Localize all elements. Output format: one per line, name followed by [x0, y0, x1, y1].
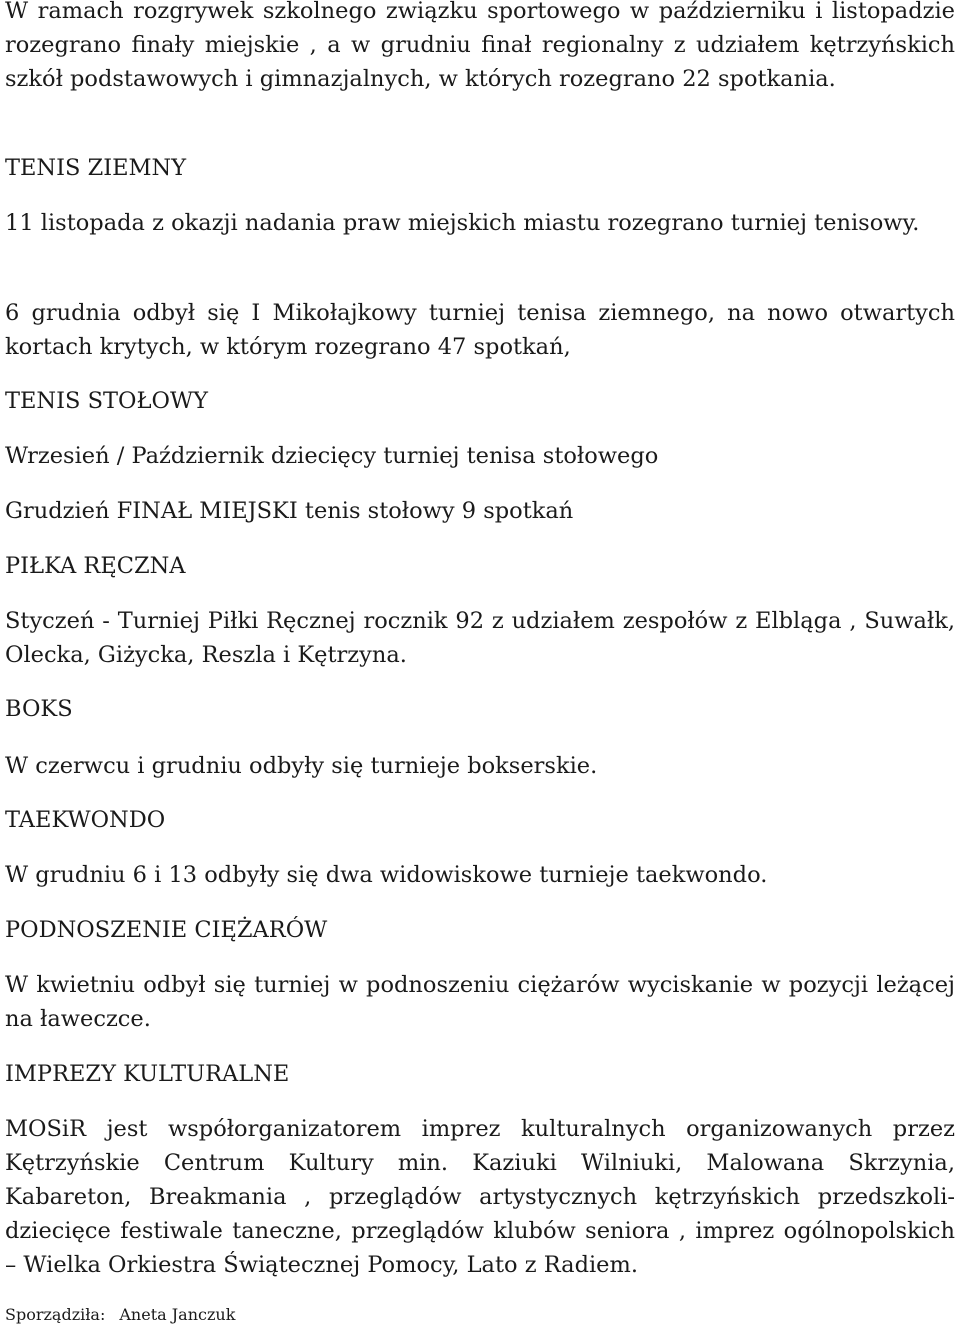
paragraph-tenis-stolowy-1: Wrzesień / Październik dziecięcy turniej tenisa stołowego — [5, 443, 659, 469]
footer-author-name: Aneta Janczuk — [119, 1305, 236, 1324]
author-footer — [5, 1303, 235, 1327]
paragraph-pilka-reczna: Styczeń - Turniej Piłki Ręcznej rocznik 92 z udziałem zespołów z Elbląga , Suwałk, Olecka, Giżycka, Reszla i Kętrzyna. — [5, 608, 955, 668]
heading-boks: BOKS — [5, 696, 73, 722]
paragraph-taekwondo: W grudniu 6 i 13 odbyły się dwa widowiskowe turnieje taekwondo. — [5, 862, 768, 888]
footer-label: Sporządziła: — [5, 1305, 106, 1324]
heading-tenis-stolowy: TENIS STOŁOWY — [5, 388, 208, 414]
heading-taekwondo: TAEKWONDO — [5, 807, 166, 833]
paragraph-boks: W czerwcu i grudniu odbyły się turnieje bokserskie. — [5, 753, 598, 779]
heading-pilka-reczna: PIŁKA RĘCZNA — [5, 553, 186, 579]
paragraph-podnoszenie-ciezarow: W kwietniu odbył się turniej w podnoszeniu ciężarów wyciskanie w pozycji leżącej na ławeczce. — [5, 972, 955, 1032]
heading-imprezy-kulturalne: IMPREZY KULTURALNE — [5, 1061, 290, 1087]
paragraph-tenis-ziemny-1: 11 listopada z okazji nadania praw miejskich miastu rozegrano turniej tenisowy. — [5, 210, 920, 236]
paragraph-tenis-stolowy-2: Grudzień FINAŁ MIEJSKI tenis stołowy 9 spotkań — [5, 498, 574, 524]
paragraph-imprezy-kulturalne: MOSiR jest współorganizatorem imprez kulturalnych organizowanych przez Kętrzyńskie Centrum Kultury min. Kaziuki Wilniuki, Malowana Skrzynia, Kabareton, Breakmania , przeglądów artystycznych kętrzyńskich przedszkoli- dziecięce festiwale taneczne, przeglądów klubów seniora , imprez ogólnopolskich – Wielka Orkiestra Świątecznej Pomocy, Lato z Radiem. — [5, 1116, 955, 1278]
heading-podnoszenie-ciezarow: PODNOSZENIE CIĘŻARÓW — [5, 917, 328, 943]
paragraph-tenis-ziemny-2: 6 grudnia odbył się I Mikołajkowy turniej tenisa ziemnego, na nowo otwartych kortach krytych, w którym rozegrano 47 spotkań, — [5, 300, 955, 360]
heading-tenis-ziemny: TENIS ZIEMNY — [5, 155, 187, 181]
paragraph-school-sports: W ramach rozgrywek szkolnego związku sportowego w październiku i listopadzie rozegrano finały miejskie , a w grudniu finał regionalny z udziałem kętrzyńskich szkół podstawowych i gimnazjalnych, w których rozegrano 22 spotkania. — [5, 0, 955, 92]
